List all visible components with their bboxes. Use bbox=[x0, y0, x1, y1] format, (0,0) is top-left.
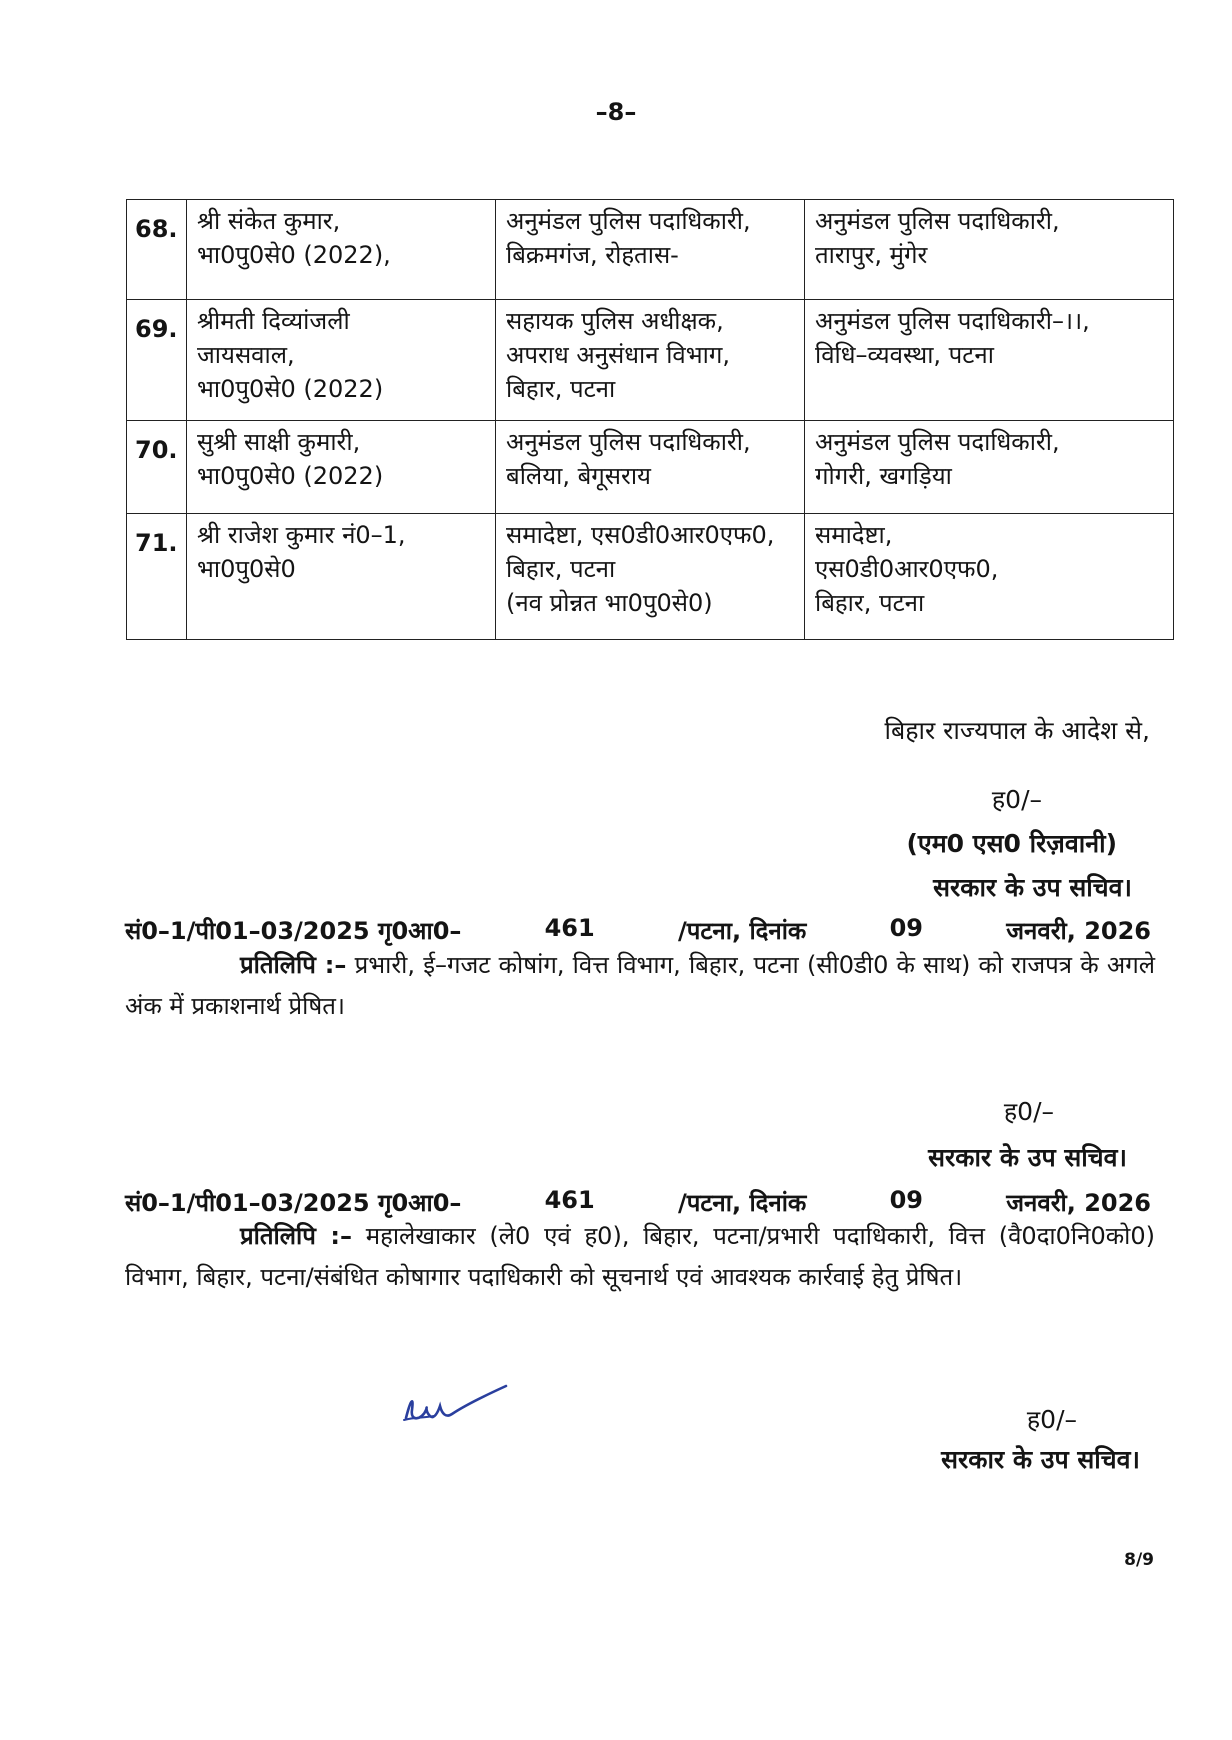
officer-name-cell bbox=[187, 421, 496, 514]
cell-line: विधि–व्यवस्था, पटना bbox=[815, 341, 994, 369]
cell-line: सहायक पुलिस अधीक्षक, bbox=[506, 307, 724, 335]
date-day: 09 bbox=[889, 1186, 923, 1214]
table-row bbox=[127, 300, 1174, 421]
memo-reference-line bbox=[125, 914, 1151, 947]
date-day: 09 bbox=[889, 914, 923, 942]
officer-name-cell bbox=[187, 200, 496, 300]
governor-order-line: बिहार राज्यपाल के आदेश से, bbox=[884, 716, 1150, 745]
cell-line: श्री राजेश कुमार नं0–1, bbox=[197, 521, 406, 549]
cell-line: समादेष्टा, bbox=[815, 521, 893, 549]
transfer-table bbox=[126, 199, 1174, 640]
table-row bbox=[127, 200, 1174, 300]
page-number-header: –8– bbox=[595, 98, 637, 126]
officer-name-cell bbox=[187, 300, 496, 421]
serial-number: 71. bbox=[127, 514, 187, 640]
officer-name: (एम0 एस0 रिज़वानी) bbox=[906, 829, 1117, 858]
signed-mark: ह0/– bbox=[1026, 1405, 1077, 1434]
cell-line: बिहार, पटना bbox=[815, 589, 925, 617]
cell-line: सुश्री साक्षी कुमारी, bbox=[197, 428, 361, 456]
date-month-year: जनवरी, 2026 bbox=[1006, 917, 1151, 945]
copy-text: प्रभारी, ई–गजट कोषांग, वित्त विभाग, बिहार, पटना (सी0डी0 के साथ) को राजपत्र के अगले अंक में प्रकाशनार्थ प्रेषित। bbox=[125, 951, 1155, 1020]
serial-number: 69. bbox=[127, 300, 187, 421]
serial-number: 68. bbox=[127, 200, 187, 300]
place-date-label: /पटना, दिनांक bbox=[677, 917, 807, 945]
cell-line: श्री संकेत कुमार, bbox=[197, 207, 341, 235]
officer-title: सरकार के उप सचिव। bbox=[928, 1143, 1127, 1172]
new-posting-cell bbox=[805, 200, 1174, 300]
reference-number: सं0–1/पी01–03/2025 गृ0आ0– bbox=[125, 917, 462, 945]
serial-number: 70. bbox=[127, 421, 187, 514]
memo-number: 461 bbox=[544, 914, 595, 942]
current-posting-cell bbox=[496, 300, 805, 421]
cell-line: भा0पु0से0 (2022), bbox=[197, 241, 391, 269]
cell-line: एस0डी0आर0एफ0, bbox=[815, 555, 999, 583]
reference-number: सं0–1/पी01–03/2025 गृ0आ0– bbox=[125, 1189, 462, 1217]
page-count: 8/9 bbox=[1124, 1550, 1154, 1570]
memo-reference-line bbox=[125, 1186, 1151, 1219]
cell-line: अनुमंडल पुलिस पदाधिकारी–।।, bbox=[815, 307, 1090, 335]
cell-line: भा0पु0से0 (2022) bbox=[197, 462, 384, 490]
memo-number: 461 bbox=[544, 1186, 595, 1214]
table-row bbox=[127, 514, 1174, 640]
officer-title: सरकार के उप सचिव। bbox=[941, 1445, 1140, 1474]
current-posting-cell bbox=[496, 421, 805, 514]
current-posting-cell bbox=[496, 200, 805, 300]
cell-line: श्रीमती दिव्यांजली bbox=[197, 307, 350, 335]
place-date-label: /पटना, दिनांक bbox=[677, 1189, 807, 1217]
officer-name-cell bbox=[187, 514, 496, 640]
cell-line: बिहार, पटना bbox=[506, 375, 616, 403]
signature-scribble bbox=[400, 1380, 510, 1430]
current-posting-cell bbox=[496, 514, 805, 640]
new-posting-cell bbox=[805, 421, 1174, 514]
cell-line: बलिया, बेगूसराय bbox=[506, 462, 651, 490]
copy-paragraph bbox=[125, 1216, 1155, 1298]
copy-label: प्रतिलिपि :– bbox=[240, 1222, 352, 1250]
signed-mark: ह0/– bbox=[991, 785, 1042, 814]
new-posting-cell bbox=[805, 514, 1174, 640]
cell-line: तारापुर, मुंगेर bbox=[815, 241, 928, 269]
cell-line: समादेष्टा, एस0डी0आर0एफ0, bbox=[506, 521, 775, 549]
copy-label: प्रतिलिपि :– bbox=[240, 951, 347, 979]
copy-paragraph bbox=[125, 945, 1155, 1027]
cell-line: अनुमंडल पुलिस पदाधिकारी, bbox=[815, 207, 1060, 235]
cell-line: अनुमंडल पुलिस पदाधिकारी, bbox=[506, 207, 751, 235]
copy-text: महालेखाकार (ले0 एवं ह0), बिहार, पटना/प्रभारी पदाधिकारी, वित्त (वै0दा0नि0को0) विभाग, बिहार, पटना/संबंधित कोषागार पदाधिकारी को सूचनार्थ एवं आवश्यक कार्रवाई हेतु प्रेषित। bbox=[125, 1222, 1156, 1291]
signed-mark: ह0/– bbox=[1003, 1097, 1054, 1126]
date-month-year: जनवरी, 2026 bbox=[1006, 1189, 1151, 1217]
officer-title: सरकार के उप सचिव। bbox=[933, 873, 1132, 902]
cell-line: अनुमंडल पुलिस पदाधिकारी, bbox=[815, 428, 1060, 456]
cell-line: भा0पु0से0 bbox=[197, 555, 296, 583]
cell-line: बिक्रमगंज, रोहतास- bbox=[506, 241, 679, 269]
new-posting-cell bbox=[805, 300, 1174, 421]
cell-line: जायसवाल, bbox=[197, 341, 295, 369]
cell-line: अपराध अनुसंधान विभाग, bbox=[506, 341, 730, 369]
cell-line: बिहार, पटना bbox=[506, 555, 616, 583]
cell-line: भा0पु0से0 (2022) bbox=[197, 375, 384, 403]
cell-line: अनुमंडल पुलिस पदाधिकारी, bbox=[506, 428, 751, 456]
table-row bbox=[127, 421, 1174, 514]
cell-line: गोगरी, खगड़िया bbox=[815, 462, 952, 490]
cell-line: (नव प्रोन्नत भा0पु0से0) bbox=[506, 589, 713, 617]
